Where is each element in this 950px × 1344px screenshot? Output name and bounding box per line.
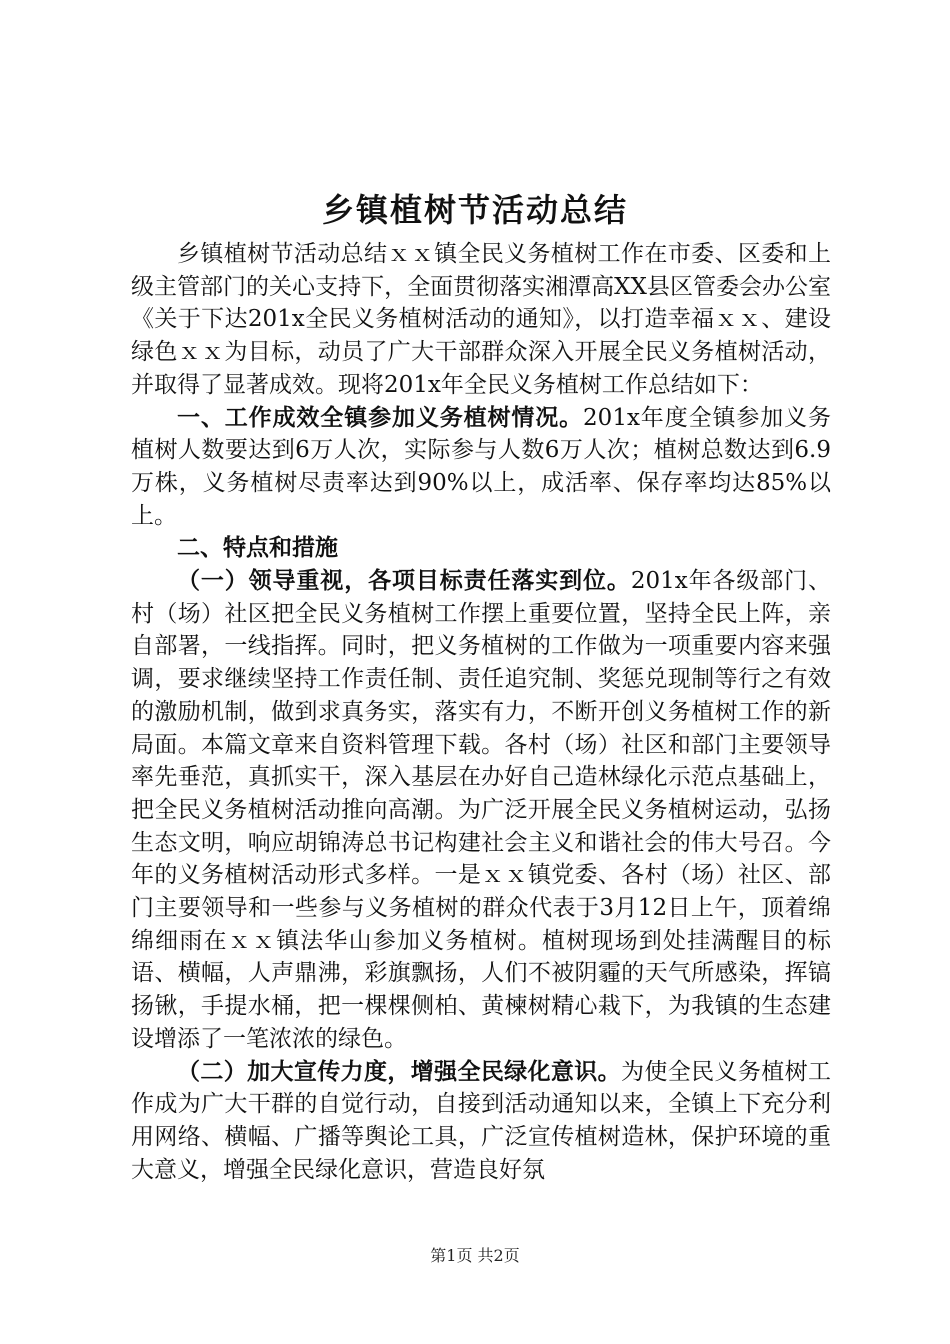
section-measures-heading xyxy=(131,532,831,565)
intro-paragraph xyxy=(131,238,831,402)
subsection-leadership-paragraph xyxy=(131,565,831,1056)
page-number-footer: 第1页 共2页 xyxy=(430,1246,520,1265)
section-results-paragraph xyxy=(131,402,831,533)
subsection-publicity-paragraph xyxy=(131,1056,831,1187)
document-body xyxy=(131,238,831,1186)
paragraph-text: 201x年各级部门、村（场）社区把全民义务植树工作摆上重要位置，坚持全民上阵，亲自部署，一线指挥。同时，把义务植树的工作做为一项重要内容来强调，要求继续坚持工作责任制、责任追究制、奖惩兑现制等行之有效的激励机制，做到求真务实，落实有力，不断开创义务植树工作的新局面。本篇文章来自资料管理下载。各村（场）社区和部门主要领导率先垂范，真抓实干，深入基层在办好自己造林绿化示范点基础上，把全民义务植树活动推向高潮。为广泛开展全民义务植树运动，弘扬生态文明，响应胡锦涛总书记构建社会主义和谐社会的伟大号召。今年的义务植树活动形式多样。一是ｘｘ镇党委、各村（场）社区、部门主要领导和一些参与义务植树的群众代表于3月12日上午，顶着绵绵细雨在ｘｘ镇法华山参加义务植树。植树现场到处挂满醒目的标语、横幅，人声鼎沸，彩旗飘扬，人们不被阴霾的天气所感染，挥镐扬锹，手提水桶，把一棵棵侧柏、黄楝树精心栽下，为我镇的生态建设增添了一笔浓浓的绿色。 xyxy=(131,568,832,1052)
subsection-heading: （一）领导重视，各项目标责任落实到位。 xyxy=(177,568,631,595)
section-heading: 一、工作成效全镇参加义务植树情况。 xyxy=(177,404,584,431)
document-title: 乡镇植树节活动总结 xyxy=(321,191,628,229)
subsection-heading: （二）加大宣传力度，增强全民绿化意识。 xyxy=(177,1058,622,1085)
section-heading: 二、特点和措施 xyxy=(177,535,338,562)
paragraph-text: 乡镇植树节活动总结ｘｘ镇全民义务植树工作在市委、区委和上级主管部门的关心支持下，全面贯彻落实湘潭高XX县区管委会办公室《关于下达201x全民义务植树活动的通知》，以打造幸福ｘｘ、建设绿色ｘｘ为目标，动员了广大干部群众深入开展全民义务植树活动，并取得了显著成效。现将201x年全民义务植树工作总结如下： xyxy=(131,241,831,398)
paragraph-text: 为使全民义务植树工作成为广大干群的自觉行动，自接到活动通知以来，全镇上下充分利用网络、横幅、广播等舆论工具，广泛宣传植树造林，保护环境的重大意义，增强全民绿化意识，营造良好氛 xyxy=(131,1058,832,1183)
paragraph-text: 201x年度全镇参加义务植树人数要达到6万人次，实际参与人数6万人次；植树总数达到6.9万株，义务植树尽责率达到90%以上，成活率、保存率均达85%以上。 xyxy=(131,404,831,529)
